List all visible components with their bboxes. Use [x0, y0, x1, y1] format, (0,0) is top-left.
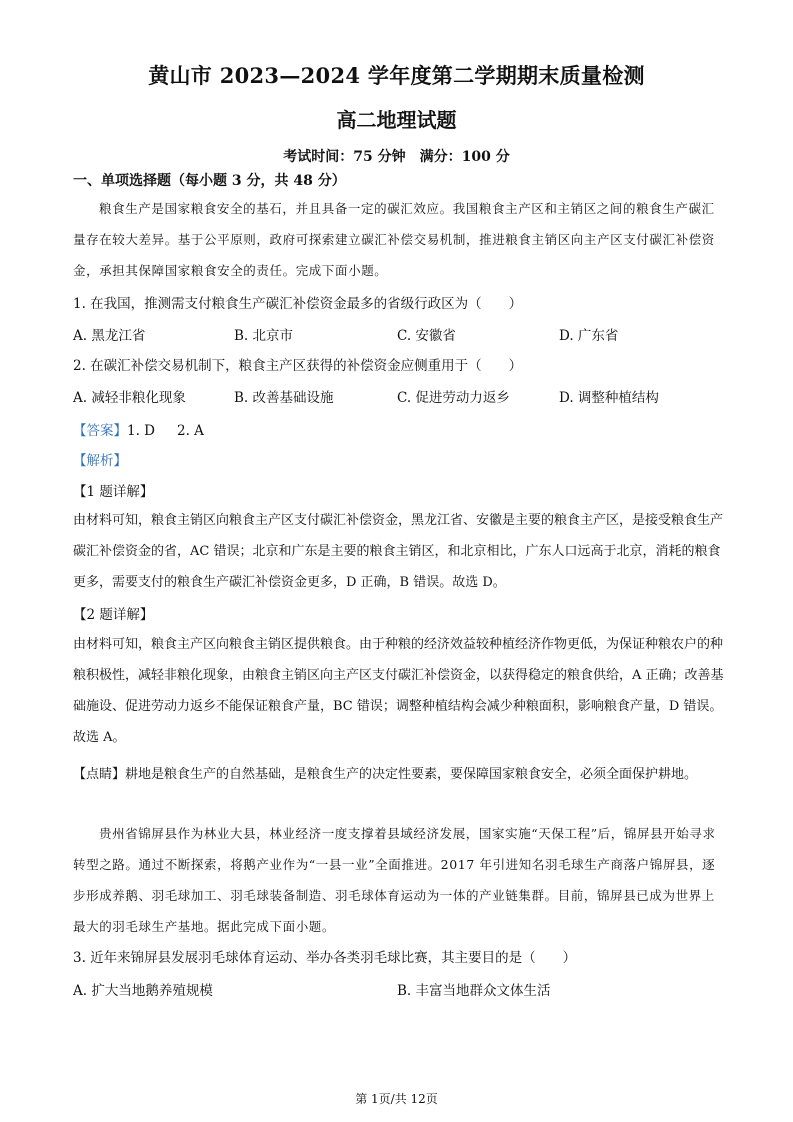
tip-tag: 【点睛】 [73, 767, 126, 782]
answer-2: 2. A [177, 423, 204, 439]
question-1-option-a: A. 黑龙江省 [73, 328, 146, 344]
question-3-option-b: B. 丰富当地群众文体生活 [397, 983, 551, 999]
exam-subtitle: 高二地理试题 [336, 108, 457, 132]
question-1-option-c: C. 安徽省 [397, 328, 456, 344]
exam-title: 黄山市 2023—2024 学年度第二学期期末质量检测 [148, 63, 645, 88]
passage-1: 粮食生产是国家粮食安全的基石，并且具备一定的碳汇效应。我国粮食主产区和主销区之间的粮食生产碳汇量存在较大差异。基于公平原则，政府可探索建立碳汇补偿交易机制，推进粮食主销区向主产区支付碳汇补偿资金，承担其保障国家粮食安全的责任。完成下面小题。 [73, 201, 715, 278]
question-1-option-d: D. 广东省 [559, 328, 619, 344]
page-number: 第 1页/共 12页 [355, 1092, 438, 1106]
question-2-option-a: A. 减轻非粮化现象 [73, 390, 186, 406]
passage-2: 贵州省锦屏县作为林业大县，林业经济一度支撑着县域经济发展，国家实施“天保工程”后，锦屏县开始寻求转型之路。通过不断探索，将鹅产业作为“一县一业”全面推进。2017 年引进知名羽毛球生产商落户锦屏县，逐步形成养鹅、羽毛球加工、羽毛球装备制造、羽毛球体育运动为一体的产业链集群。目前，锦屏县已成为世界上最大的羽毛球生产基地。据此完成下面小题。 [73, 826, 716, 934]
detail-2-text: 由材料可知，粮食主产区向粮食主销区提供粮食。由于种粮的经济效益较种植经济作物更低，为保证种粮农户的种粮积极性，减轻非粮化现象，由粮食主销区向主产区支付碳汇补偿资金，以获得稳定的粮食供给，A 正确；改善基础施设、促进劳动力返乡不能保证粮食产量，BC 错误；调整种植结构会减少种粮面积，影响粮食产量，D 错误。故选 A。 [73, 637, 724, 745]
question-2-option-b: B. 改善基础设施 [234, 390, 334, 406]
answer-1: 1. D [127, 423, 155, 439]
answer-tag: 【答案】 [73, 423, 127, 439]
detail-1-heading: 【1 题详解】 [73, 484, 154, 500]
question-2-option-c: C. 促进劳动力返乡 [397, 390, 510, 406]
answer-line [73, 419, 204, 439]
tip-text: 耕地是粮食生产的自然基础，是粮食生产的决定性要素，要保障国家粮食安全，必须全面保护耕地。 [125, 767, 698, 782]
question-3-stem: 3. 近年来锦屏县发展羽毛球体育运动、举办各类羽毛球比赛，其主要目的是（ ） [73, 950, 577, 966]
question-1-stem: 1. 在我国，推测需支付粮食生产碳汇补偿资金最多的省级行政区为（ ） [73, 296, 523, 312]
detail-1-text: 由材料可知，粮食主销区向粮食主产区支付碳汇补偿资金，黑龙江省、安徽是主要的粮食主产区，是接受粮食生产碳汇补偿资金的省，AC 错误；北京和广东是主要的粮食主销区，和北京相比，广东人口远高于北京，消耗的粮食更多，需要支付的粮食生产碳汇补偿资金更多，D 正确，B 错误。故选 D。 [73, 513, 724, 590]
exam-time: 考试时间：75 分钟 [283, 149, 406, 165]
exam-info [0, 146, 793, 166]
tip-paragraph [73, 759, 725, 790]
question-2-option-d: D. 调整种植结构 [559, 390, 659, 406]
question-1-option-b: B. 北京市 [234, 328, 294, 344]
exam-score: 满分：100 分 [419, 149, 510, 165]
question-2-stem: 2. 在碳汇补偿交易机制下，粮食主产区获得的补偿资金应侧重用于（ ） [73, 358, 523, 374]
detail-2-heading: 【2 题详解】 [73, 607, 154, 623]
analysis-tag: 【解析】 [73, 453, 127, 469]
question-3-option-a: A. 扩大当地鹅养殖规模 [73, 983, 213, 999]
section-title: 一、单项选择题（每小题 3 分，共 48 分） [73, 173, 346, 189]
